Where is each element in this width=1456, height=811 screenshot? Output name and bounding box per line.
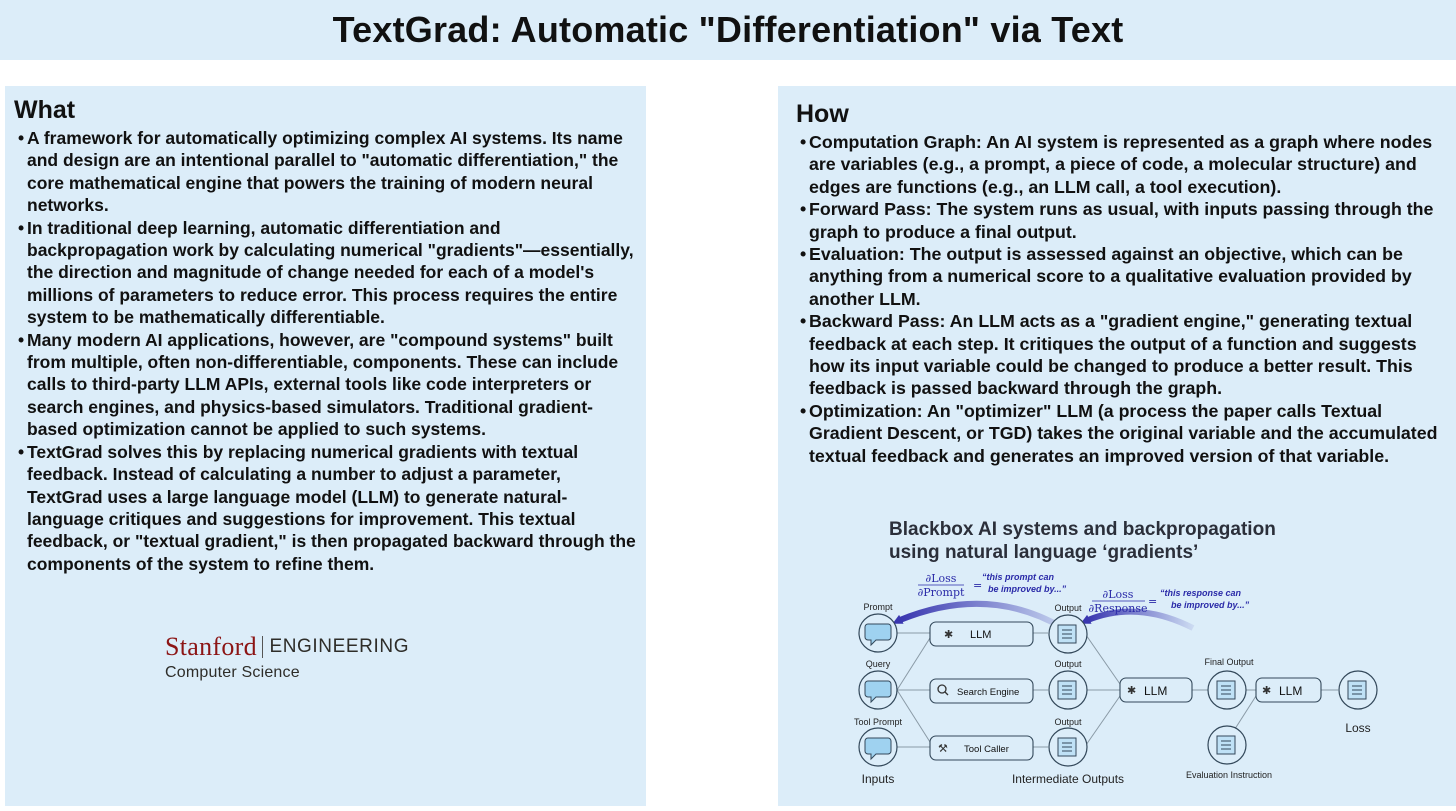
title-bar (0, 0, 1456, 60)
response-gradient-label (1088, 588, 1157, 615)
llm-box-right (1256, 678, 1321, 702)
what-bullet-text: Many modern AI applications, however, are "compound systems" built from multiple, often non-differentiable, components. These can include calls to third-party LLM APIs, external tools like code interpreters or search engines, and physics-based simulators. Traditional gradient-based optimization cannot be applied to such systems. (27, 329, 619, 440)
output-label: Output (1054, 717, 1082, 727)
llm-label: LLM (1144, 684, 1168, 698)
what-bullet-text: TextGrad solves this by replacing numerical gradients with textual feedback. Instead of calculating a number to adjust a parameter, TextGrad uses a large language model (LLM) to generate natural-language critiques and suggestions for improvement. This textual feedback, or "textual gradient," is then propagated backward through the components of the system to refine them. (27, 441, 636, 574)
what-bullet (14, 441, 638, 575)
response-gradient-arrowhead (1084, 620, 1088, 622)
response-gradient-note (1160, 588, 1250, 610)
output-node-2 (1049, 671, 1087, 709)
what-bullet (14, 329, 638, 441)
edge (897, 638, 930, 690)
loss-label: Loss (1345, 721, 1371, 735)
what-heading: What (14, 96, 76, 124)
prompt-gradient-note (982, 572, 1067, 594)
intermediate-outputs-label: Intermediate Outputs (1011, 772, 1125, 786)
output-node-1 (1049, 615, 1087, 653)
note-line: “this prompt can (982, 572, 1055, 582)
llm-box-middle (1120, 678, 1192, 702)
llm-label: LLM (1279, 684, 1303, 698)
logo-engineering: ENGINEERING (269, 636, 410, 657)
output-label: Output (1054, 659, 1082, 669)
logo-stanford: Stanford (165, 632, 257, 661)
bullet-dot: • (18, 329, 25, 350)
search-engine-label: Search Engine (957, 687, 1020, 698)
page-title: TextGrad: Automatic "Differentiation" via Text (332, 9, 1124, 50)
bullet-dot: • (800, 199, 807, 220)
how-bullet (796, 400, 1456, 467)
how-bullet (796, 198, 1456, 243)
edge (1086, 635, 1120, 684)
llm-box-top (930, 622, 1033, 646)
note-line: be improved by...” (1171, 600, 1250, 610)
equals-sign: = (1148, 595, 1158, 608)
evaluation-instruction-node (1208, 726, 1246, 764)
what-bullet-text: In traditional deep learning, automatic differentiation and backpropagation work by calculating numerical "gradients"—essentially, the direction and magnitude of change needed for each of a model's millions of parameters to reduce error. This process requires the entire system to be mathematically differentiable. (27, 217, 634, 328)
llm-icon: ✱ (1127, 685, 1137, 697)
diagram-title-line: using natural language ‘gradients’ (889, 542, 1199, 563)
how-bullet (796, 131, 1456, 198)
what-panel (5, 86, 646, 806)
bullet-dot: • (800, 244, 807, 265)
how-bullet-list (796, 131, 1456, 467)
response-gradient-denominator: ∂Response (1088, 602, 1148, 615)
what-bullet-list (14, 127, 638, 575)
evaluation-instruction-label: Evaluation Instruction (1185, 770, 1273, 780)
output-node-3 (1049, 728, 1087, 766)
tool-prompt-label: Tool Prompt (853, 717, 903, 727)
prompt-gradient-label (918, 572, 983, 599)
bullet-dot: • (800, 311, 807, 332)
prompt-gradient-arrowhead (896, 620, 900, 622)
final-output-node (1208, 671, 1246, 709)
bullet-dot: • (18, 128, 25, 148)
logo-divider (262, 636, 264, 658)
edge (897, 690, 930, 742)
bullet-dot: • (18, 217, 25, 238)
prompt-node (859, 614, 897, 652)
how-bullet-text: Forward Pass: The system runs as usual, with inputs passing through the graph to produce a final output. (809, 199, 1434, 242)
inputs-label: Inputs (861, 772, 895, 786)
note-line: be improved by...” (988, 584, 1067, 594)
logo-department: Computer Science (165, 664, 300, 681)
prompt-gradient-denominator: ∂Prompt (917, 586, 965, 599)
response-gradient-numerator: ∂Loss (1102, 588, 1134, 601)
what-bullet (14, 217, 638, 329)
bullet-dot: • (800, 132, 807, 152)
diagram-title-line: Blackbox AI systems and backpropagation (889, 519, 1276, 540)
how-bullet-text: Computation Graph: An AI system is represented as a graph where nodes are variables (e.g., a prompt, a piece of code, a molecular structure) and edges are functions (e.g., an LLM call, a tool execution). (809, 132, 1433, 197)
prompt-gradient-numerator: ∂Loss (925, 572, 957, 585)
how-bullet-text: Backward Pass: An LLM acts as a "gradient engine," generating textual feedback at each step. It critiques the output of a function and suggests how its input variable could be changed to produce a better result. This feedback is passed backward through the graph. (809, 311, 1417, 399)
loss-node (1339, 671, 1377, 709)
how-bullet-text: Evaluation: The output is assessed against an objective, which can be anything from a numerical score to a qualitative evaluation provided by another LLM. (809, 244, 1412, 309)
stanford-engineering-logo (165, 632, 409, 682)
what-bullet (14, 127, 638, 217)
query-label: Query (865, 659, 891, 669)
final-output-label: Final Output (1204, 657, 1254, 667)
bullet-dot: • (18, 441, 25, 462)
output-label: Output (1054, 603, 1082, 613)
how-bullet-text: Optimization: An "optimizer" LLM (a process the paper calls Textual Gradient Descent, or TGD) takes the original variable and the accumulated textual feedback and generates an improved version of that variable. (809, 400, 1438, 466)
tool-prompt-node (859, 728, 897, 766)
tool-caller-label: Tool Caller (964, 744, 1009, 755)
tool-caller-box (930, 736, 1033, 760)
equals-sign: = (973, 579, 983, 592)
search-engine-box (930, 679, 1033, 703)
bullet-dot: • (800, 400, 807, 421)
llm-icon: ✱ (944, 629, 954, 641)
diagram-title (889, 518, 1276, 564)
llm-icon: ✱ (1262, 685, 1272, 697)
tools-icon: ⚒ (938, 743, 948, 755)
how-bullet (796, 310, 1456, 400)
what-bullet-text: A framework for automatically optimizing complex AI systems. Its name and design are an intentional parallel to "automatic differentiation," the core mathematical engine that powers the training of modern neural networks. (27, 128, 623, 216)
how-bullet (796, 243, 1456, 310)
llm-label: LLM (970, 629, 992, 641)
textgrad-diagram (838, 562, 1398, 806)
query-node (859, 671, 897, 709)
how-panel (778, 86, 1456, 806)
edge (1086, 696, 1120, 745)
how-heading: How (796, 100, 849, 128)
prompt-label: Prompt (863, 602, 893, 612)
note-line: “this response can (1160, 588, 1242, 598)
